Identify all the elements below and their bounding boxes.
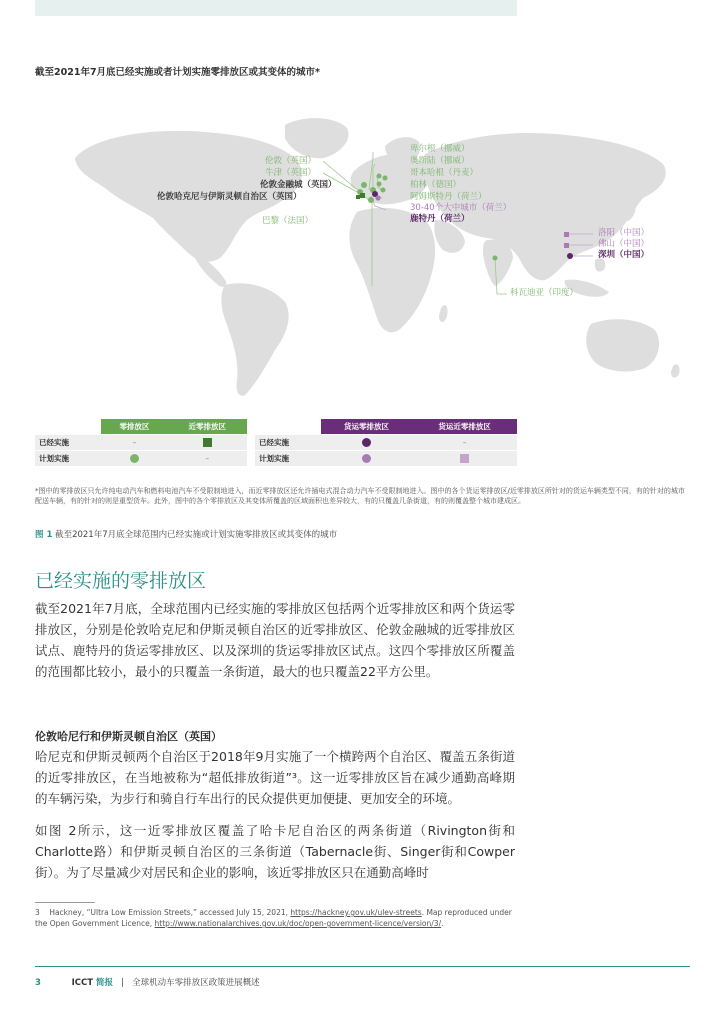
legend-freight: 货运零排放区 货运近零排放区 已经实施 – 计划实施: [255, 419, 517, 467]
footer-title: 全球机动车零排放区政策进展概述: [132, 978, 260, 988]
label-bergen: 卑尔根（挪威）: [410, 144, 470, 154]
circle-purple-light-icon: [362, 454, 371, 463]
legend-header-freight-nzez: 货运近零排放区: [412, 419, 517, 435]
square-green-dark-icon: [203, 438, 212, 447]
label-london: 伦敦（英国）: [265, 156, 317, 166]
label-oslo: 奥斯陆（挪威）: [410, 156, 470, 166]
legend-row-planned: 计划实施: [35, 451, 101, 467]
label-shenzhen: 深圳（中国）: [598, 250, 650, 260]
label-oxford: 牛津（英国）: [265, 168, 317, 178]
world-map: [35, 80, 690, 410]
caption-text: 截至2021年7月底全球范围内已经实施或计划实施零排放区或其变体的城市: [55, 530, 338, 540]
footnote-number: 3: [35, 908, 40, 917]
circle-purple-dark-icon: [362, 438, 371, 447]
legend-zero-emission: 零排放区 近零排放区 已经实施 – 计划实施 –: [35, 419, 247, 467]
footer-separator: |: [121, 978, 125, 988]
legend-header-nzez: 近零排放区: [168, 419, 247, 435]
sub-heading: 伦敦哈尼行和伊斯灵顿自治区（英国）: [35, 730, 222, 743]
label-amsterdam: 阿姆斯特丹（荷兰）: [410, 192, 487, 202]
footnote-text: Hackney, “Ultra Low Emission Streets,” accessed July 15, 2021,: [49, 908, 291, 917]
label-foshan: 佛山（中国）: [598, 239, 650, 249]
label-city-of-london: 伦敦金融城（英国）: [260, 180, 337, 190]
legend-row-implemented: 已经实施: [35, 435, 101, 451]
page-number: 3: [35, 978, 41, 988]
circle-green-icon: [130, 454, 139, 463]
label-copenhagen: 哥本哈根（丹麦）: [410, 168, 479, 178]
footnote-divider: [35, 902, 95, 903]
page-footer: [35, 976, 260, 988]
footnote-link-hackney[interactable]: https://hackney.gov.uk/ulev-streets: [290, 908, 422, 917]
figure-caption: [35, 528, 337, 540]
label-kerala: 科瓦迪亚（印度）: [510, 288, 579, 298]
paragraph-hackney-intro: 哈尼克和伊斯灵顿两个自治区于2018年9月实施了一个横跨两个自治区、覆盖五条街道的近零排放区，在当地被称为“超低排放街道”³。这一近零排放区旨在减少通勤高峰期的车辆污染，为步行和骑自行车出行的民众提供更加便捷、更加安全的环境。: [35, 749, 515, 806]
legend-row-planned: 计划实施: [255, 451, 321, 467]
label-paris: 巴黎（法国）: [262, 216, 314, 226]
figure-note: *图中的零排放区只允许纯电动汽车和燃料电池汽车不受限制地进入，而近零排放区还允许插电式混合动力汽车不受限制地进入。图中的各个货运零排放区/近零排放区所针对的货运车辆类型不同，有的针对的城市配送车辆，有的针对的则是重型货车。此外，图中的各个零排放区及其变体所覆盖的区域面积也差异较大，有的只覆盖几条街道，有的则覆盖整个城市建成区。: [35, 487, 685, 505]
footnote-link-licence[interactable]: http://www.nationalarchives.gov.uk/doc/open-government-licence/version/3/: [154, 919, 442, 928]
footer-brand: ICCT 简报: [71, 978, 114, 988]
label-hackney: 伦敦哈克尼与伊斯灵顿自治区（英国）: [157, 192, 302, 202]
figure-title: 截至2021年7月底已经实施或者计划实施零排放区或其变体的城市*: [35, 67, 321, 78]
label-dutch-cities: 30-40个大中城市（荷兰）: [410, 203, 512, 213]
section-paragraph: 截至2021年7月底，全球范围内已经实施的零排放区包括两个近零排放区和两个货运零排放区，分别是伦敦哈克尼和伊斯灵顿自治区的近零排放区、伦敦金融城的近零排放区试点、鹿特丹的货运零排放区、以及深圳的货运零排放区试点。这四个零排放区所覆盖的范围都比较小，最小的只覆盖一条街道，最大的也只覆盖22平方公里。: [35, 601, 515, 679]
legend-row-implemented: 已经实施: [255, 435, 321, 451]
legend-header-freight-zez: 货运零排放区: [321, 419, 413, 435]
square-purple-light-icon: [460, 454, 469, 463]
top-band: [35, 0, 517, 16]
paragraph-hackney-streets: 如图 2所示，这一近零排放区覆盖了哈卡尼自治区的两条街道（Rivington街和Charlotte路）和伊斯灵顿自治区的三条街道（Tabernacle街、Singer街和Cowper街）。为了尽量减少对居民和企业的影响，该近零排放区只在通勤高峰时: [35, 823, 515, 880]
label-luoyang: 洛阳（中国）: [598, 228, 650, 238]
label-rotterdam: 鹿特丹（荷兰）: [410, 214, 470, 224]
footnote: 3 Hackney, “Ultra Low Emission Streets,” accessed July 15, 2021, https://hackney.gov.uk/ulev-streets. Map reproduced under the Open Government Licence, http://www.nationalarchives.gov.uk/doc/open-government-licence/version/3/.: [35, 908, 512, 928]
caption-label: 图 1: [35, 530, 53, 540]
footer-divider: [35, 966, 690, 967]
section-heading: 已经实施的零排放区: [35, 570, 207, 592]
label-berlin: 柏林（德国）: [410, 180, 462, 190]
legend-header-zez: 零排放区: [101, 419, 167, 435]
